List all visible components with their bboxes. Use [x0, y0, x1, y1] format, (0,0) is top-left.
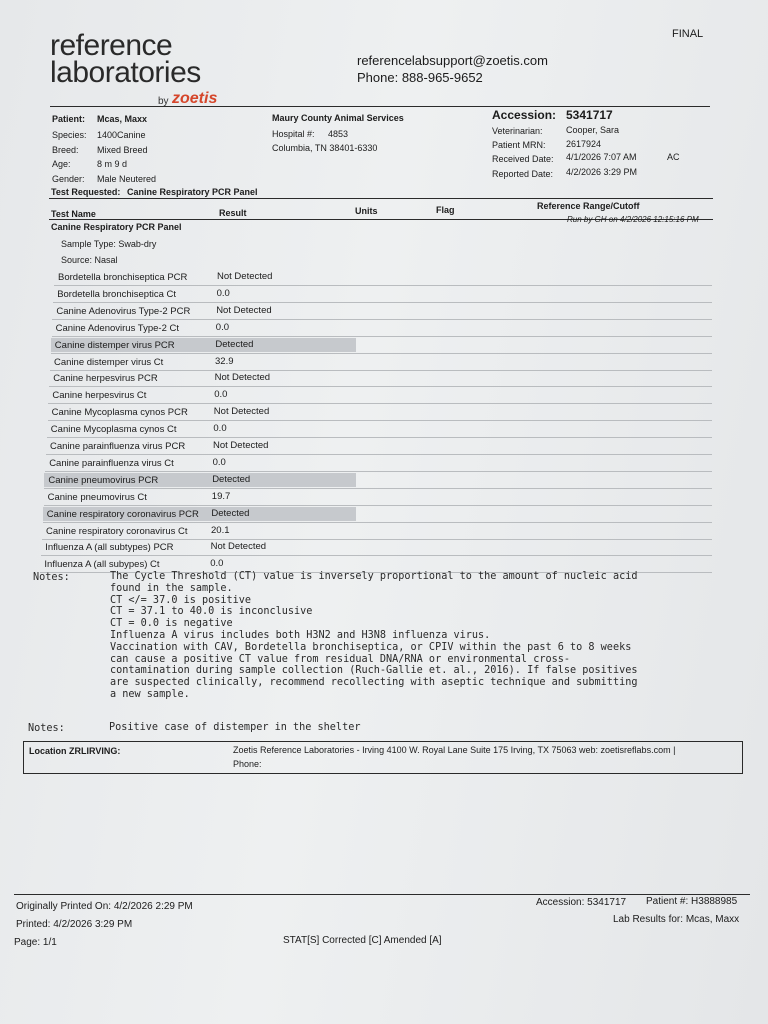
test-requested-value: Canine Respiratory PCR Panel: [127, 187, 258, 197]
mrn-label: Patient MRN:: [492, 140, 546, 150]
test-name: Canine pneumovirus PCR: [48, 474, 159, 486]
row-divider: [49, 386, 712, 387]
row-divider: [41, 555, 712, 556]
row-divider: [44, 505, 712, 506]
test-name: Canine Mycoplasma cynos Ct: [50, 424, 177, 436]
support-phone: Phone: 888-965-9652: [357, 70, 483, 85]
table-top-divider: [49, 198, 713, 199]
col-header-range: Reference Range/Cutoff: [537, 201, 640, 211]
support-email: referencelabsupport@zoetis.com: [357, 53, 548, 68]
test-name: Canine distemper virus PCR: [54, 339, 175, 351]
sample-source: Source: Nasal: [61, 255, 118, 265]
clinic-address: Columbia, TN 38401-6330: [272, 143, 378, 153]
species-value: 1400Canine: [97, 130, 146, 140]
notes-line: are suspected clinically, recommend recollecting with aseptic technique and submitting: [110, 677, 638, 689]
test-name: Influenza A (all subypes) Ct: [44, 559, 160, 571]
test-result: Not Detected: [210, 541, 267, 553]
breed-value: Mixed Breed: [97, 145, 148, 155]
test-name: Canine Adenovirus Type-2 PCR: [56, 305, 191, 317]
notes-line: found in the sample.: [110, 582, 233, 594]
test-result: Not Detected: [216, 304, 272, 316]
received-label: Received Date:: [492, 154, 554, 164]
test-result: Detected: [212, 473, 251, 485]
row-divider: [53, 302, 712, 303]
test-result: 19.7: [211, 490, 231, 502]
test-result: 20.1: [211, 524, 230, 536]
page-number: Page: 1/1: [14, 937, 57, 948]
test-result: Detected: [211, 507, 250, 519]
gender-value: Male Neutered: [97, 174, 157, 184]
report-status: FINAL: [672, 28, 704, 40]
row-divider: [52, 336, 712, 337]
row-divider: [43, 522, 712, 523]
row-divider: [48, 403, 712, 404]
age-value: 8 m 9 d: [97, 159, 128, 169]
notes-shelter: Positive case of distemper in the shelter: [109, 722, 361, 733]
footer-accession: Accession: 5341717: [536, 897, 627, 908]
gender-label: Gender:: [52, 174, 85, 184]
test-name: Canine pneumovirus Ct: [47, 491, 147, 503]
location-address: Zoetis Reference Laboratories - Irving 4100 W. Royal Lane Suite 175 Irving, TX 75063 web: zoetisreflabs.com |: [233, 745, 676, 755]
test-name: Canine respiratory coronavirus PCR: [46, 508, 199, 520]
notes-line: CT </= 37.0 is positive: [110, 594, 252, 606]
row-divider: [46, 454, 712, 455]
test-name: Bordetella bronchiseptica Ct: [57, 288, 177, 300]
test-result: 0.0: [215, 321, 230, 333]
notes-line: a new sample.: [110, 688, 190, 700]
row-divider: [44, 488, 712, 489]
row-divider: [54, 285, 712, 286]
test-name: Canine Mycoplasma cynos PCR: [51, 407, 188, 419]
panel-title: Canine Respiratory PCR Panel: [51, 222, 182, 232]
breed-label: Breed:: [52, 145, 79, 155]
notes-label-2: Notes:: [28, 723, 65, 734]
originally-printed: Originally Printed On: 4/2/2026 2:29 PM: [16, 901, 193, 912]
notes-label: Notes:: [33, 572, 70, 583]
footer-patient-number: Patient #: H3888985: [646, 896, 738, 907]
row-divider: [51, 353, 712, 354]
test-result: Detected: [215, 338, 254, 350]
footer-divider: [14, 894, 750, 895]
test-result: 0.0: [214, 389, 228, 401]
test-result: 0.0: [212, 456, 226, 468]
patient-label: Patient:: [52, 114, 86, 124]
row-divider: [42, 539, 712, 540]
row-divider: [52, 319, 712, 320]
test-result: 32.9: [215, 355, 234, 367]
notes-line: CT = 0.0 is negative: [110, 618, 233, 630]
test-name: Influenza A (all subtypes) PCR: [45, 542, 174, 554]
accession-label: Accession:: [492, 108, 557, 122]
col-header-flag: Flag: [436, 205, 455, 215]
test-result: Not Detected: [217, 271, 273, 282]
mrn-value: 2617924: [566, 139, 602, 149]
test-requested-label: Test Requested:: [51, 187, 121, 197]
reported-label: Reported Date:: [492, 169, 554, 179]
notes-line: Vaccination with CAV, Bordetella bronchiseptica, or CPIV within the past 6 to 8 weeks: [110, 641, 632, 653]
test-name: Bordetella bronchiseptica PCR: [58, 272, 188, 283]
clinic-name: Maury County Animal Services: [272, 113, 404, 123]
row-divider: [45, 471, 712, 472]
location-phone: Phone:: [233, 759, 262, 769]
logo-zoetis: zoetis: [172, 90, 218, 107]
notes-text: [110, 571, 637, 701]
test-result: Not Detected: [214, 372, 271, 384]
logo-laboratories: laboratories: [50, 56, 201, 89]
age-label: Age:: [52, 159, 71, 169]
test-name: Canine distemper virus Ct: [54, 356, 164, 368]
test-name: Canine parainfluenza virus PCR: [50, 441, 186, 452]
vet-label: Veterinarian:: [492, 126, 543, 136]
received-flag: AC: [667, 152, 680, 162]
patient-name: Mcas, Maxx: [97, 114, 148, 124]
logo-reference: reference: [50, 29, 173, 62]
lab-results-for: Lab Results for: Mcas, Maxx: [613, 914, 740, 925]
species-label: Species:: [52, 130, 87, 140]
notes-line: can cause a positive CT value from residual DNA/RNA or environmental cross-: [110, 653, 571, 665]
notes-line: contamination during sample collection (Ruch-Gallie et. al., 2016). If false positives: [110, 665, 638, 677]
test-result: 0.0: [210, 558, 224, 570]
reported-date: 4/2/2026 3:29 PM: [566, 167, 638, 177]
test-name: Canine herpesvirus Ct: [52, 390, 147, 402]
run-by: Run by GH on 4/2/2026 12:15:16 PM: [567, 215, 699, 224]
test-name: Canine respiratory coronavirus Ct: [46, 525, 188, 537]
test-name: Canine parainfluenza virus Ct: [49, 457, 174, 469]
test-result: Not Detected: [213, 440, 269, 451]
test-result: Not Detected: [213, 406, 270, 418]
printed-date: Printed: 4/2/2026 3:29 PM: [16, 919, 133, 930]
logo-by: by: [158, 96, 169, 107]
vet-name: Cooper, Sara: [566, 125, 620, 135]
row-divider: [48, 420, 712, 421]
test-name: Canine Adenovirus Type-2 Ct: [55, 322, 179, 334]
notes-line: The Cycle Threshold (CT) value is inversely proportional to the amount of nucleic acid: [110, 571, 638, 582]
hospital-number: 4853: [328, 129, 349, 139]
row-divider: [47, 437, 712, 438]
col-header-test: Test Name: [51, 209, 96, 219]
accession-number: 5341717: [566, 108, 613, 122]
test-name: Canine herpesvirus PCR: [53, 373, 158, 385]
hospital-label: Hospital #:: [272, 129, 315, 139]
test-result: 0.0: [216, 287, 230, 299]
sample-type: Sample Type: Swab-dry: [61, 239, 157, 249]
test-result: 0.0: [213, 423, 227, 435]
col-header-units: Units: [355, 206, 378, 216]
notes-line: CT = 37.1 to 40.0 is inconclusive: [110, 606, 313, 618]
received-date: 4/1/2026 7:07 AM: [566, 152, 637, 162]
header-divider: [50, 106, 710, 107]
notes-line: Influenza A virus includes both H3N2 and H3N8 influenza virus.: [110, 629, 491, 641]
location-label: Location ZRLIRVING:: [29, 746, 121, 756]
amendment-legend: STAT[S] Corrected [C] Amended [A]: [283, 935, 442, 946]
col-header-result: Result: [219, 208, 247, 218]
row-divider: [50, 370, 712, 371]
